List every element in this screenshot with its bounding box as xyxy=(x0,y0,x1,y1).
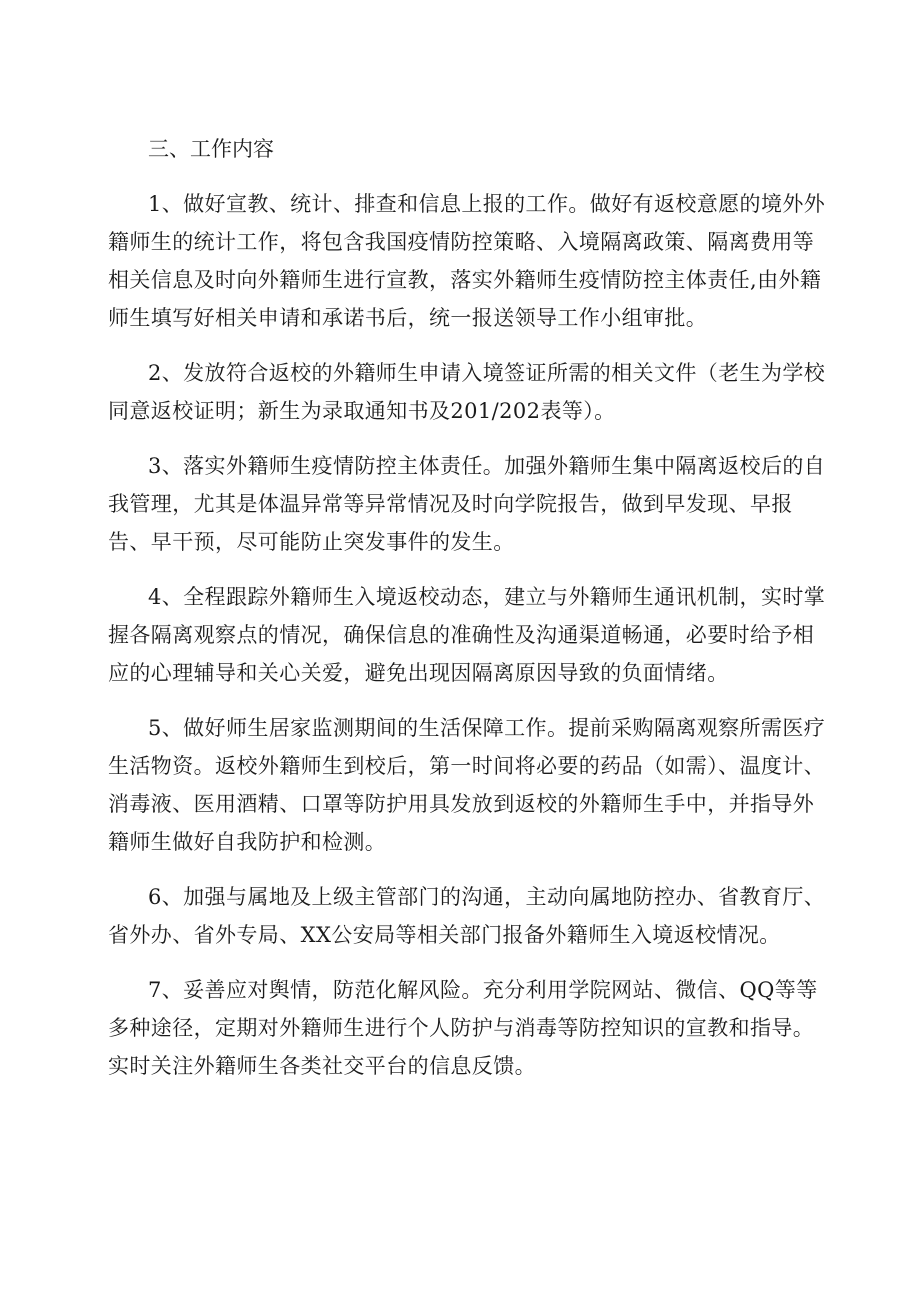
paragraph-item-1: 1、做好宣教、统计、排查和信息上报的工作。做好有返校意愿的境外外籍师生的统计工作，将包含我国疫情防控策略、入境隔离政策、隔离费用等相关信息及时向外籍师生进行宣教，落实外籍师生疫情防控主体责任,由外籍师生填写好相关申请和承诺书后，统一报送领导工作小组审批。 xyxy=(108,192,826,330)
paragraph-item-6: 6、加强与属地及上级主管部门的沟通，主动向属地防控办、省教育厅、省外办、省外专局、XX公安局等相关部门报备外籍师生入境返校情况。 xyxy=(108,885,826,947)
paragraph-item-7: 7、妥善应对舆情，防范化解风险。充分利用学院网站、微信、QQ等等多种途径，定期对外籍师生进行个人防护与消毒等防控知识的宣教和指导。实时关注外籍师生各类社交平台的信息反馈。 xyxy=(108,978,818,1078)
section-heading: 三、工作内容 xyxy=(148,137,274,161)
document-body xyxy=(108,130,828,1102)
paragraph-item-4: 4、全程跟踪外籍师生入境返校动态，建立与外籍师生通讯机制，实时掌握各隔离观察点的情况，确保信息的准确性及沟通渠道畅通，必要时给予相应的心理辅导和关心关爱，避免出现因隔离原因导致的负面情绪。 xyxy=(108,585,826,685)
paragraph-item-2: 2、发放符合返校的外籍师生申请入境签证所需的相关文件（老生为学校同意返校证明；新生为录取通知书及201/202表等）。 xyxy=(108,361,826,423)
paragraph-item-5: 5、做好师生居家监测期间的生活保障工作。提前采购隔离观察所需医疗生活物资。返校外籍师生到校后，第一时间将必要的药品（如需）、温度计、消毒液、医用酒精、口罩等防护用具发放到返校的外籍师生手中，并指导外籍师生做好自我防护和检测。 xyxy=(108,716,826,854)
paragraph-item-3: 3、落实外籍师生疫情防控主体责任。加强外籍师生集中隔离返校后的自我管理，尤其是体温异常等异常情况及时向学院报告，做到早发现、早报告、早干预，尽可能防止突发事件的发生。 xyxy=(108,454,826,554)
